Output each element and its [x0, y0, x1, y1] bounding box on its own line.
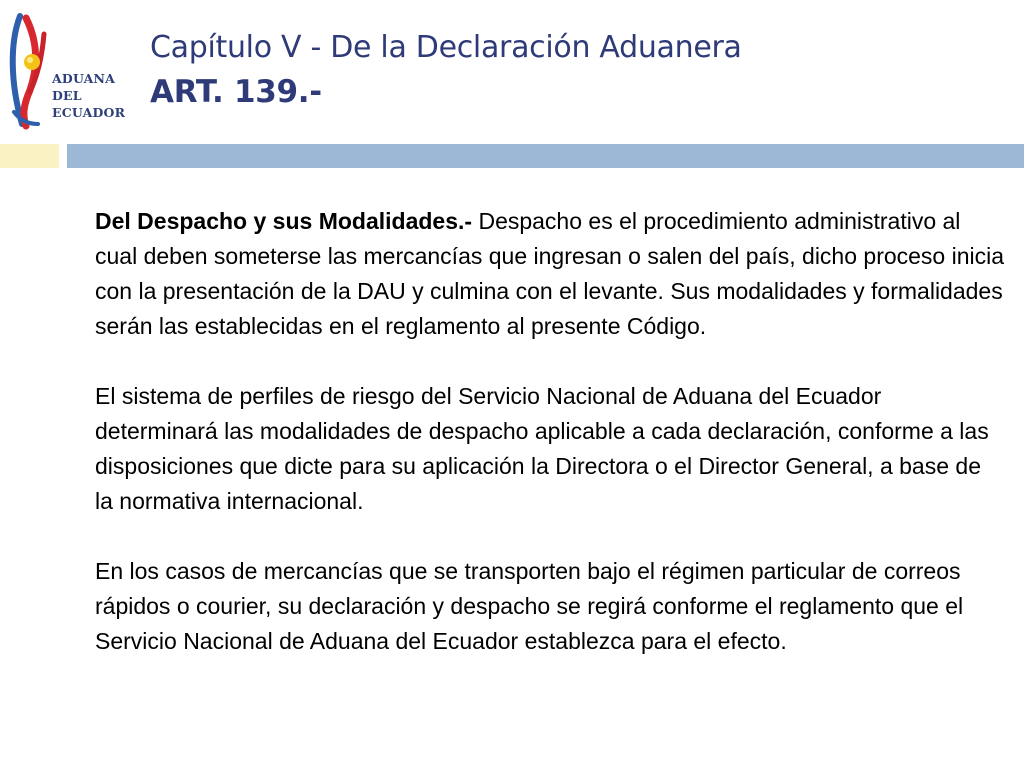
header-band-blue — [67, 144, 1024, 168]
paragraph-1-text: Despacho es el procedimiento administrativo al cual deben someterse las mercancías que ingresan o salen del país, dicho proceso inicia con la presentación de la DAU y culmina con el levante. Sus modalidades y formalidades serán las establecidas en el reglamento al presente Código. — [95, 208, 1005, 339]
title-article: ART. 139.- — [150, 74, 322, 110]
paragraph-1 — [95, 204, 1005, 344]
logo-line-2: DEL — [52, 88, 82, 103]
paragraph-3: En los casos de mercancías que se transporten bajo el régimen particular de correos rápidos o courier, su declaración y despacho se regirá conforme el reglamento que el Servicio Nacional de Aduana del Ecuador establezca para el efecto. — [95, 558, 964, 654]
logo-wordmark — [52, 70, 125, 121]
page-title — [150, 26, 742, 114]
logo-line-3: ECUADOR — [52, 105, 126, 120]
title-chapter: Capítulo V - De la Declaración Aduanera — [150, 30, 742, 65]
aduana-logo — [8, 12, 136, 130]
paragraph-1-lead: Del Despacho y sus Modalidades.- — [95, 208, 473, 234]
article-body — [95, 204, 1005, 659]
paragraph-2: El sistema de perfiles de riesgo del Servicio Nacional de Aduana del Ecuador determinará las modalidades de despacho aplicable a cada declaración, conforme a las disposiciones que dicte para su aplicación la Directora o el Director General, a base de la normativa internacional. — [95, 383, 989, 514]
logo-line-1: ADUANA — [52, 71, 116, 86]
header-band-yellow — [0, 144, 59, 168]
